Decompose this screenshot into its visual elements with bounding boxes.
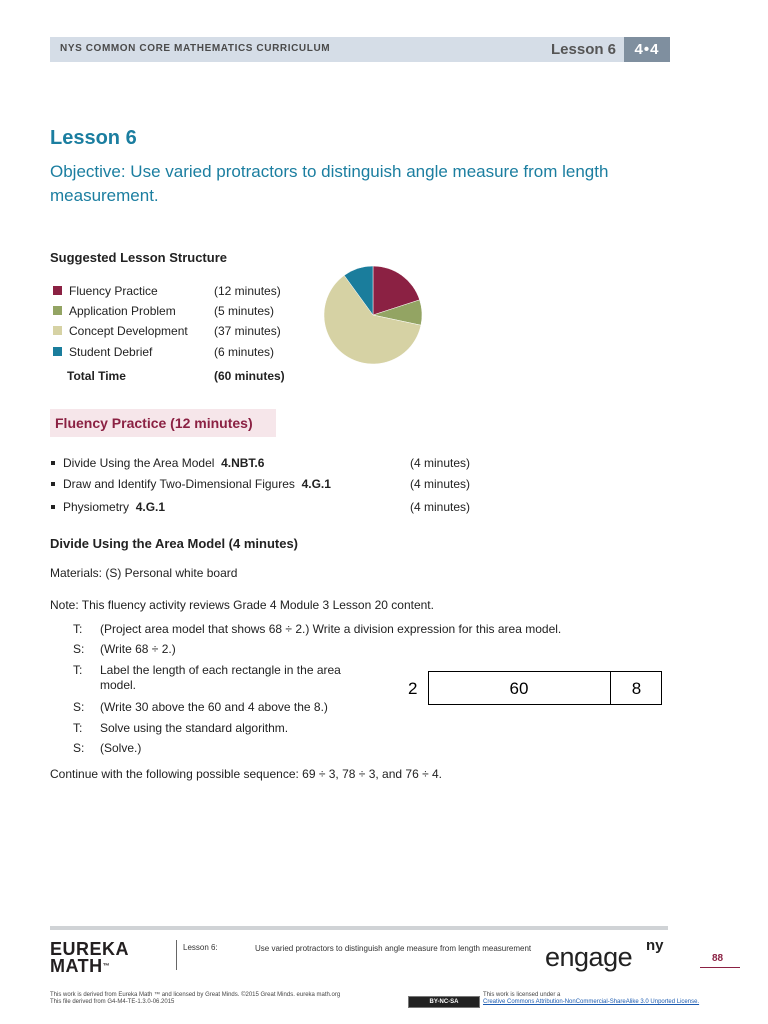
structure-time: (12 minutes) [214, 284, 281, 298]
section-heading: Divide Using the Area Model (4 minutes) [50, 536, 299, 551]
area-model-left-value: 60 [509, 679, 529, 698]
header-lesson: Lesson 6 [551, 41, 617, 58]
structure-time: (37 minutes) [214, 324, 281, 338]
dialogue-text: (Write 30 above the 60 and 4 above the 8.) [100, 700, 328, 714]
bullet-icon [51, 505, 55, 509]
lesson-title: Lesson 6 [50, 127, 137, 149]
structure-label: Student Debrief [69, 345, 153, 359]
structure-label: Concept Development [69, 324, 188, 338]
fluency-item-code: 4.NBT.6 [221, 456, 265, 470]
dialogue-text: Solve using the standard algorithm. [100, 721, 289, 735]
bullet-icon [51, 482, 55, 486]
legend-swatch [53, 306, 62, 315]
fluency-item-code: 4.G.1 [135, 500, 166, 514]
legend-swatch [53, 286, 62, 295]
dialogue-text: (Write 68 ÷ 2.) [100, 642, 176, 656]
total-label: Total Time [67, 369, 126, 383]
structure-label: Application Problem [69, 304, 176, 318]
bullet-icon [51, 461, 55, 465]
engage-ny-logo: engage [545, 942, 633, 972]
footer-separator [176, 940, 177, 970]
fluency-item-time: (4 minutes) [410, 456, 471, 470]
speaker: S: [73, 642, 85, 656]
area-model-width: 2 [408, 679, 418, 698]
continue-text: Continue with the following possible sequence: 69 ÷ 3, 78 ÷ 3, and 76 ÷ 4. [50, 767, 443, 781]
eureka-math-logo: EUREKA MATH™ [50, 939, 130, 976]
dialogue-text: (Project area model that shows 68 ÷ 2.) Write a division expression for this area model. [100, 622, 562, 636]
legend-swatch [53, 347, 62, 356]
materials: Materials: (S) Personal white board [50, 566, 238, 580]
speaker: T: [73, 721, 83, 735]
structure-time: (6 minutes) [214, 345, 275, 359]
objective: Objective: Use varied protractors to distinguish angle measure from length measurement. [50, 162, 609, 205]
lesson-structure-pie-chart [323, 265, 423, 365]
fluency-item-time: (4 minutes) [410, 477, 471, 491]
curriculum-title: NYS COMMON CORE MATHEMATICS CURRICULUM [60, 43, 331, 54]
area-model-right-value: 8 [631, 679, 642, 698]
speaker: T: [73, 663, 83, 677]
structure-time: (5 minutes) [214, 304, 275, 318]
fluency-title: Fluency Practice (12 minutes) [55, 415, 253, 431]
fluency-item-text: Physiometry [63, 500, 130, 514]
fluency-item-code: 4.G.1 [301, 477, 331, 491]
speaker: T: [73, 622, 83, 636]
fluency-item-time: (4 minutes) [410, 500, 471, 514]
page-number-underline [700, 967, 740, 968]
page-number: 88 [712, 953, 724, 964]
structure-label: Fluency Practice [69, 284, 158, 298]
cc-license-badge[interactable]: BY-NC-SA [408, 996, 480, 1008]
speaker: S: [73, 700, 85, 714]
footer-objective: Use varied protractors to distinguish angle measure from length measurement [255, 944, 532, 953]
engage-ny-superscript: ny [646, 937, 664, 954]
header-module-badge: 4•4 [624, 37, 670, 62]
structure-heading: Suggested Lesson Structure [50, 250, 227, 265]
dialogue-text: (Solve.) [100, 741, 142, 755]
speaker: S: [73, 741, 85, 755]
footer-rule [50, 926, 668, 930]
total-time: (60 minutes) [214, 369, 285, 383]
dialogue-text: Label the length of each rectangle in the area model. [100, 663, 341, 692]
fluency-item-text: Divide Using the Area Model [63, 456, 215, 470]
footer-credit: This work is derived from Eureka Math ™ and licensed by Great Minds. ©2015 Great Minds. eureka math.org This file derived from G4-M4-TE-1.3.0-06.2015 [50, 992, 341, 1005]
note: Note: This fluency activity reviews Grade 4 Module 3 Lesson 20 content. [50, 598, 434, 612]
legend-swatch [53, 326, 62, 335]
fluency-item-text: Draw and Identify Two-Dimensional Figures [63, 477, 295, 491]
footer-license: This work is licensed under a Creative Commons Attribution-NonCommercial-ShareAlike 3.0 Unported License. [483, 992, 700, 1005]
footer-lesson: Lesson 6: [183, 943, 218, 952]
license-link[interactable]: Creative Commons Attribution-NonCommercial-ShareAlike 3.0 Unported License. [483, 999, 700, 1005]
